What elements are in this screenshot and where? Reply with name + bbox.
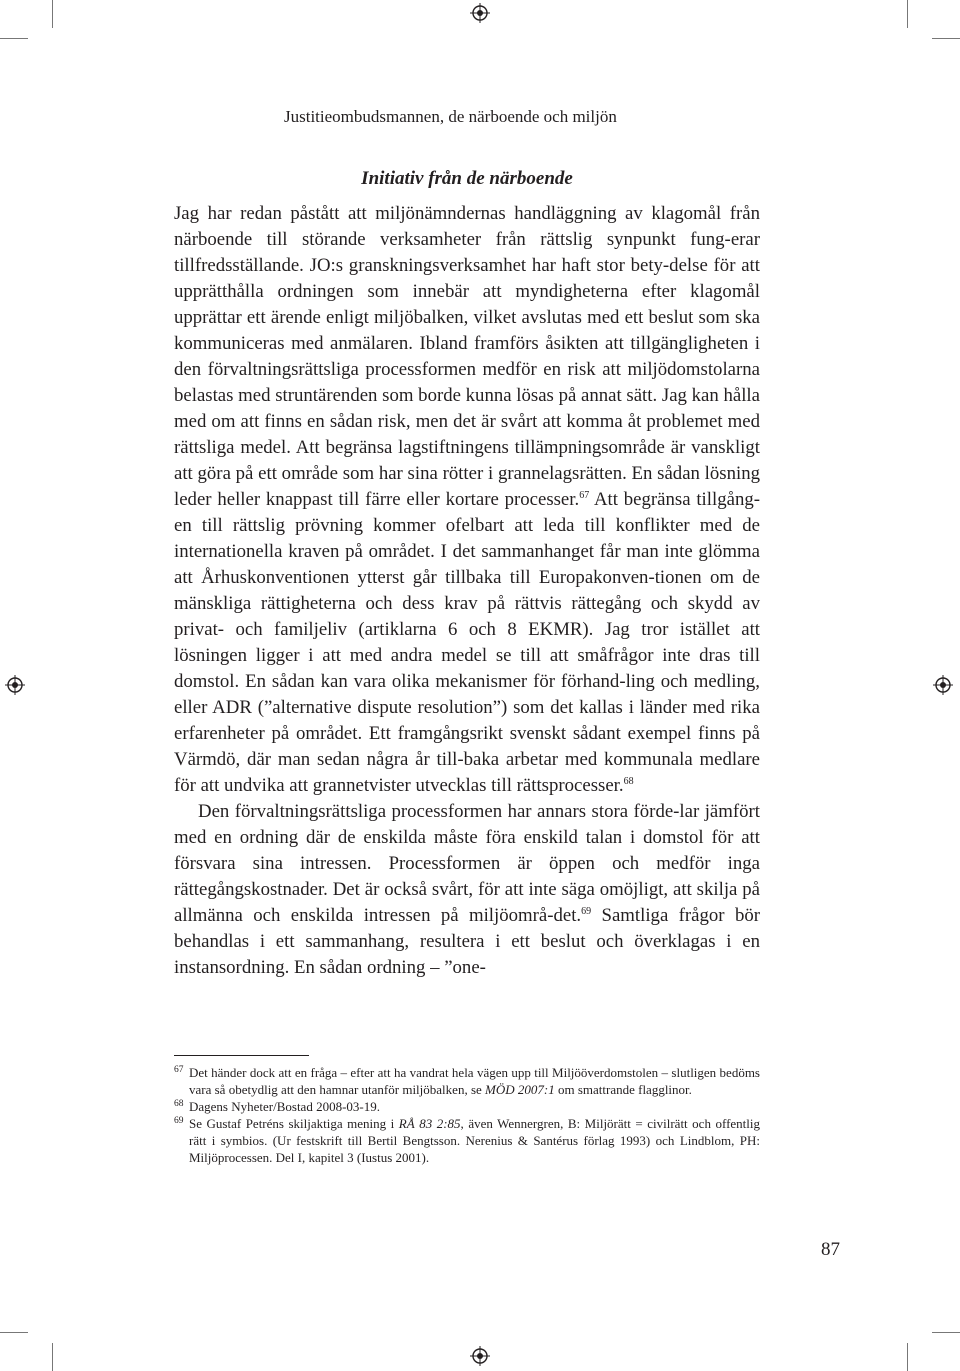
case-reference: MÖD 2007:1 [485, 1082, 555, 1097]
paragraph-text: Den förvaltningsrättsliga processformen har annars stora förde-lar jämfört med en ordning där de enskilda måste föra enskild talan i domstol för att försvara sina intressen. Processformen är öppen och medför inga rättegångskostnader. Det är också svårt, för att inte säga omöjligt, att skilja på allmänna och enskilda intressen på miljöområ-det. [174, 801, 760, 926]
case-reference: RÅ 83 2:85 [398, 1116, 461, 1131]
footnotes [174, 1064, 760, 1166]
paragraph-text: Samtliga frågor bör behandlas i ett sammanhang, resultera i ett beslut och överklagas i en instansordning. En sådan ordning – ”one- [174, 905, 760, 978]
page-number: 87 [821, 1239, 840, 1260]
paragraph [174, 201, 760, 799]
crop-mark-icon [907, 0, 908, 28]
registration-mark-icon [5, 675, 25, 695]
registration-mark-icon [933, 675, 953, 695]
footnote-text: om smattrande flagglinor. [554, 1082, 692, 1097]
footnote: 67 Det händer dock att en fråga – efter att ha vandrat hela vägen upp till Miljööverdomstolen – slutligen bedöms vara så obetydlig att den hamnar utanför miljöbalken, se MÖD 2007:1 om smattrande flagglinor. [174, 1065, 760, 1097]
footnote-text: Dagens Nyheter/Bostad 2008-03-19. [189, 1099, 380, 1114]
crop-mark-icon [0, 38, 28, 39]
body-text [174, 201, 760, 981]
footnote-reference: 68 [623, 776, 634, 787]
footnote: 69 Se Gustaf Petréns skiljaktiga mening i RÅ 83 2:85, även Wennergren, B: Miljörätt = civilrätt och offentlig rätt i symbios. (Ur festskrift till Bertil Bengtsson. Nerenius & Santérus förlag 1993) och Lindblom, PH: Miljöprocessen. Del I, kapitel 3 (Iustus 2001). [174, 1116, 760, 1165]
registration-mark-icon [470, 1346, 490, 1366]
running-head: Justitieombudsmannen, de närboende och miljön [284, 107, 617, 126]
crop-mark-icon [932, 1332, 960, 1333]
footnote: 68 Dagens Nyheter/Bostad 2008-03-19. [174, 1099, 380, 1114]
crop-mark-icon [52, 0, 53, 28]
footnote-text: , även Wennergren, B: Miljörätt = civilrätt och offentlig rätt i symbios. (Ur festskrift till Bertil Bengtsson. Nerenius & Santérus förlag 1993) och Lindblom, PH: Miljöprocessen. Del I, kapitel 3 (Iustus 2001). [189, 1116, 760, 1165]
crop-mark-icon [907, 1343, 908, 1371]
paragraph [174, 799, 760, 981]
section-heading: Initiativ från de närboende [361, 168, 573, 189]
paragraph-text: Att begränsa tillgång-en till rättslig prövning kommer ofelbart att leda till konflikter med de internationella kraven på området. I det sammanhanget får man inte glömma att Århuskonventionen ytterst går tillbaka till Europakonven-tionen om de mänskliga rättigheterna och dess krav på rättvis rättegång och skydd av privat- och familjeliv (artiklarna 6 och 8 EKMR). Jag tror istället att lösningen ligger i att med andra medel se till att småfrågor inte dras till domstol. En sådan kan vara olika mekanismer för förhand-ling och medling, eller ADR (”alternative dispute resolution”) som det kallas i länder med rika erfarenheter på området. Ett framgångsrikt svenskt sådant exempel finns på Värmdö, där man sedan några år till-baka arbetar med kommunala medlare för att undvika att grannetvister utvecklas till rättsprocesser. [174, 489, 760, 796]
paragraph-text: Jag har redan påstått att miljönämndernas handläggning av klagomål från närboende till störande verksamheter från rättslig synpunkt fung-erar tillfredsställande. JO:s granskningsverksamhet har haft stor bety-delse för att upprätthålla ordningen som innebär att myndigheterna efter klagomål upprättar ett ärende enligt miljöbalken, vilket avslutas med ett beslut som ska kommuniceras med anmälaren. Ibland framförs åsikten att tillgängligheten i den förvaltningsrättsliga processformen medför en risk att miljödomstolarna belastas med struntärenden som borde kunna lösas på annat sätt. Jag kan hålla med om att finns en sådan risk, men det är svårt att komma åt problemet med rättsliga medel. Att begränsa lagstiftningens tillämpningsområde är vanskligt att göra på ett område som har sina rötter i grannelagsrätten. En sådan lösning leder heller knappast till färre eller kortare processer. [174, 203, 760, 510]
footnote-separator [174, 1055, 309, 1056]
footnote-reference: 67 [579, 490, 590, 501]
crop-mark-icon [932, 38, 960, 39]
footnote-text: Det händer dock att en fråga – efter att ha vandrat hela vägen upp till Miljööverdomstolen – slutligen bedöms vara så obetydlig att den hamnar utanför miljöbalken, se [189, 1065, 760, 1097]
footnote-text: Se Gustaf Petréns skiljaktiga mening i [189, 1116, 399, 1131]
crop-mark-icon [52, 1343, 53, 1371]
footnote-reference: 69 [581, 906, 592, 917]
registration-mark-icon [470, 3, 490, 23]
crop-mark-icon [0, 1332, 28, 1333]
